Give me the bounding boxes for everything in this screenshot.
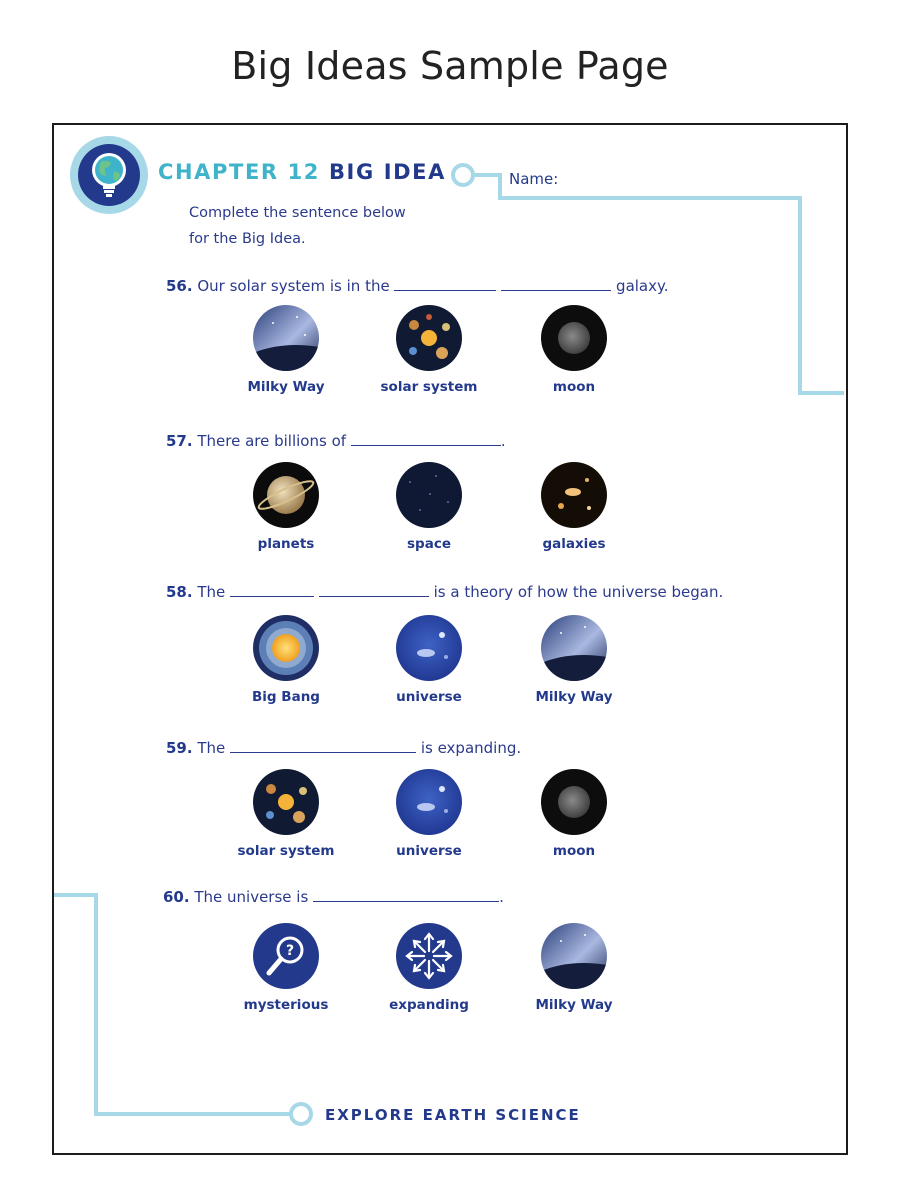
choice-space[interactable] xyxy=(364,462,494,552)
choice-label: Big Bang xyxy=(252,689,320,705)
question-text: galaxy. xyxy=(616,277,669,295)
question-number: 58. xyxy=(166,583,193,601)
answer-blank[interactable] xyxy=(230,582,314,597)
planet-icon xyxy=(253,462,319,528)
question-number: 60. xyxy=(163,888,190,906)
question-text: The xyxy=(197,739,226,757)
choice-universe[interactable] xyxy=(364,769,494,859)
question-number: 59. xyxy=(166,739,193,757)
choice-label: universe xyxy=(396,843,462,859)
question-58 xyxy=(166,582,723,601)
chapter-label: CHAPTER 12 xyxy=(158,160,321,184)
choice-label: planets xyxy=(257,536,315,552)
instructions-line-1: Complete the sentence below xyxy=(189,205,406,221)
question-text: . xyxy=(500,432,506,450)
name-field-label: Name: xyxy=(509,170,559,188)
choice-label: moon xyxy=(552,379,596,395)
choice-moon[interactable] xyxy=(509,769,639,859)
question-number: 57. xyxy=(166,432,193,450)
question-text: is expanding. xyxy=(420,739,522,757)
choice-label: mysterious xyxy=(243,997,329,1013)
answer-blank[interactable] xyxy=(230,738,416,753)
moon-icon xyxy=(541,769,607,835)
milky-way-icon xyxy=(541,615,607,681)
question-57 xyxy=(166,431,506,450)
choice-label: galaxies xyxy=(542,536,606,552)
choice-planets[interactable] xyxy=(221,462,351,552)
choice-mysterious[interactable] xyxy=(221,923,351,1013)
choice-label: solar system xyxy=(237,843,335,859)
question-text: Our solar system is in the xyxy=(197,277,390,295)
choice-expanding[interactable] xyxy=(364,923,494,1013)
answer-blank[interactable] xyxy=(319,582,429,597)
big-bang-icon xyxy=(253,615,319,681)
choice-milky-way[interactable] xyxy=(509,923,639,1013)
universe-icon xyxy=(396,769,462,835)
choice-galaxies[interactable] xyxy=(509,462,639,552)
question-text: is a theory of how the universe began. xyxy=(433,583,724,601)
question-text: . xyxy=(499,888,504,906)
choice-label: moon xyxy=(552,843,596,859)
choice-solar-system[interactable] xyxy=(364,305,494,395)
choice-milky-way[interactable] xyxy=(509,615,639,705)
milky-way-icon xyxy=(541,923,607,989)
choice-label: space xyxy=(407,536,451,552)
answer-blank[interactable] xyxy=(501,276,611,291)
universe-icon xyxy=(396,615,462,681)
choice-solar-system[interactable] xyxy=(221,769,351,859)
magnifier-question-icon xyxy=(253,923,319,989)
question-text: There are billions of xyxy=(197,432,347,450)
solar-system-icon xyxy=(253,769,319,835)
chapter-heading xyxy=(158,160,446,184)
choice-universe[interactable] xyxy=(364,615,494,705)
solar-system-icon xyxy=(396,305,462,371)
lightbulb-globe-logo xyxy=(70,136,148,214)
galaxies-icon xyxy=(541,462,607,528)
choice-label: expanding xyxy=(389,997,469,1013)
choice-label: Milky Way xyxy=(535,689,613,705)
question-text: The universe is xyxy=(194,888,309,906)
answer-blank[interactable] xyxy=(351,431,501,446)
choice-moon[interactable] xyxy=(509,305,639,395)
choice-big-bang[interactable] xyxy=(221,615,351,705)
answer-blank[interactable] xyxy=(394,276,496,291)
choice-label: Milky Way xyxy=(535,997,613,1013)
choice-label: Milky Way xyxy=(247,379,325,395)
instructions-line-2: for the Big Idea. xyxy=(189,231,306,247)
footer-label: EXPLORE EARTH SCIENCE xyxy=(325,1106,581,1124)
question-56 xyxy=(166,276,669,295)
choice-milky-way[interactable] xyxy=(221,305,351,395)
space-icon xyxy=(396,462,462,528)
instructions xyxy=(189,200,406,252)
big-idea-label: BIG IDEA xyxy=(328,160,446,184)
question-number: 56. xyxy=(166,277,193,295)
choice-label: universe xyxy=(396,689,462,705)
answer-blank[interactable] xyxy=(313,887,499,902)
moon-icon xyxy=(541,305,607,371)
document-title: Big Ideas Sample Page xyxy=(231,44,669,88)
question-60 xyxy=(163,887,504,906)
choice-label: solar system xyxy=(380,379,478,395)
expanding-arrows-icon xyxy=(396,923,462,989)
svg-text:?: ? xyxy=(285,943,295,959)
milky-way-icon xyxy=(253,305,319,371)
lightbulb-globe-icon xyxy=(87,150,131,200)
question-text: The xyxy=(197,583,226,601)
question-59 xyxy=(166,738,521,757)
